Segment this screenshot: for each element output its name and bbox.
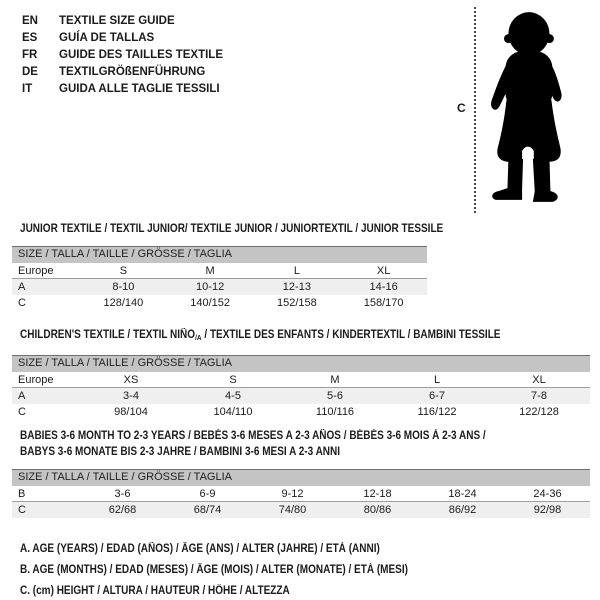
title-segment: CHILDREN'S TEXTILE / TEXTIL NIÑO: [20, 329, 196, 341]
legend-line: [20, 560, 466, 581]
table-title-line: [20, 221, 444, 237]
table-cell: 92/98: [533, 504, 562, 516]
table-cell: 3-6: [114, 487, 131, 500]
table-cell: 86/92: [448, 504, 477, 516]
language-title: GUÍA DE TALLAS: [59, 32, 155, 44]
title-segment: / TEXTILE DES ENFANTS / KINDERTEXTIL / BAMBINI TESSILE: [201, 329, 501, 341]
language-list: [22, 13, 223, 98]
table-row: [12, 263, 427, 279]
table-cell: 74/80: [278, 504, 307, 516]
table-cell: L: [433, 373, 441, 386]
row-label: C: [18, 504, 26, 516]
language-code: EN: [22, 15, 38, 27]
figure-measure-label: C: [457, 101, 466, 115]
legend-text: C. (cm) HEIGHT / ALTURA / HAUTEUR / HÖHE / ALTEZZA: [20, 585, 290, 597]
table-cell: 12-18: [363, 487, 392, 500]
table-title: [12, 221, 444, 237]
language-title: TEXTILGRÖßENFÜHRUNG: [59, 66, 206, 78]
table-cell: S: [119, 264, 128, 277]
table-cell: 6-9: [199, 487, 216, 500]
language-code: DE: [22, 66, 38, 78]
table-cell: 9-12: [281, 487, 304, 500]
language-row: [22, 47, 223, 64]
language-title: GUIDA ALLE TAGLIE TESSILI: [59, 83, 220, 95]
language-title: GUIDE DES TAILLES TEXTILE: [59, 49, 223, 61]
table-title-text: [20, 221, 443, 237]
title-segment: JUNIOR TEXTILE / TEXTIL JUNIOR/ TEXTILE JUNIOR / JUNIORTEXTIL / JUNIOR TESSILE: [20, 223, 444, 235]
table-title-text: [20, 428, 486, 444]
title-subscript: /A: [195, 333, 202, 342]
table-cell: S: [229, 373, 237, 386]
table-size-header: SIZE / TALLA / TAILLE / GRÖSSE / TAGLIA: [12, 246, 427, 263]
table-title: [12, 428, 590, 460]
table-cell: 62/68: [108, 504, 137, 516]
table-title: [12, 327, 590, 346]
table-title-line: [20, 327, 590, 346]
title-segment: BABYS 3-6 MONATE BIS 2-3 JAHRE / BAMBINI 3-6 MESI A 2-3 ANNI: [20, 446, 341, 458]
table-row: [12, 404, 590, 420]
table-cell: 10-12: [196, 281, 225, 293]
table-cell: 8-10: [112, 281, 135, 293]
size-table-babies: [12, 428, 590, 518]
table-row: [12, 502, 590, 518]
table-title-line: [20, 444, 590, 460]
table-cell: 6-7: [429, 390, 445, 402]
table-cell: 128/140: [103, 297, 144, 309]
title-segment: BABIES 3-6 MONTH TO 2-3 YEARS / BEBÉS 3-6 MESES A 2-3 AÑOS / BÉBÉS 3-6 MOIS À 2-3 ANS /: [20, 430, 486, 442]
table-cell: 98/104: [114, 406, 148, 418]
table-row: [12, 486, 590, 502]
table-cell: 12-13: [282, 281, 311, 293]
table-cell: 3-4: [123, 390, 139, 402]
table-cell: 80/86: [363, 504, 392, 516]
height-measure-line: [474, 7, 476, 213]
size-table-children: [12, 327, 590, 420]
table-cell: 14-16: [369, 281, 398, 293]
table-cell: 152/158: [276, 297, 317, 309]
baby-silhouette-icon: [482, 9, 570, 207]
language-row: [22, 13, 223, 30]
table-cell: 122/128: [519, 406, 559, 418]
table-cell: 116/122: [417, 406, 457, 418]
table-row: [12, 279, 427, 295]
legend-line: [20, 581, 466, 600]
table-cell: 140/152: [190, 297, 230, 309]
row-label: Europe: [18, 264, 54, 277]
table-cell: 68/74: [193, 504, 222, 516]
table-cell: XL: [532, 373, 546, 386]
row-label: C: [18, 406, 26, 418]
table-title-text: [20, 444, 340, 460]
measure-legend: [20, 539, 466, 600]
table-cell: M: [205, 264, 215, 277]
table-title-text: [20, 327, 500, 346]
row-label: C: [18, 297, 26, 309]
table-size-header: SIZE / TALLA / TAILLE / GRÖSSE / TAGLIA: [12, 469, 590, 486]
table-row: [12, 372, 590, 388]
language-row: [22, 30, 223, 47]
table-cell: L: [293, 264, 300, 277]
language-code: ES: [22, 32, 38, 44]
table-cell: 5-6: [327, 390, 343, 402]
table-cell: 4-5: [225, 390, 241, 402]
language-row: [22, 81, 223, 98]
table-cell: 24-36: [533, 487, 562, 500]
table-row: [12, 388, 590, 404]
row-label: A: [18, 281, 26, 293]
table-cell: XS: [123, 373, 139, 386]
table-size-header: SIZE / TALLA / TAILLE / GRÖSSE / TAGLIA: [12, 355, 590, 372]
row-label: Europe: [18, 373, 54, 386]
legend-line: [20, 539, 466, 560]
table-cell: 158/170: [363, 297, 404, 309]
table-cell: M: [330, 373, 340, 386]
language-code: FR: [22, 49, 38, 61]
table-cell: XL: [376, 264, 391, 277]
table-cell: 110/116: [315, 406, 355, 418]
legend-text: A. AGE (YEARS) / EDAD (AÑOS) / ÂGE (ANS) / ALTER (JAHRE) / ETÀ (ANNI): [20, 543, 380, 555]
legend-text: B. AGE (MONTHS) / EDAD (MESES) / ÂGE (MOIS) / ALTER (MONATE) / ETÀ (MESI): [20, 564, 408, 576]
row-label: A: [18, 390, 26, 402]
language-row: [22, 64, 223, 81]
row-label: B: [18, 487, 26, 500]
table-cell: 18-24: [448, 487, 477, 500]
language-title: TEXTILE SIZE GUIDE: [59, 15, 175, 27]
table-row: [12, 295, 427, 311]
table-cell: 7-8: [531, 390, 547, 402]
language-code: IT: [22, 83, 33, 95]
table-cell: 104/110: [213, 406, 253, 418]
table-title-line: [20, 428, 590, 444]
size-table-junior: [12, 221, 444, 311]
